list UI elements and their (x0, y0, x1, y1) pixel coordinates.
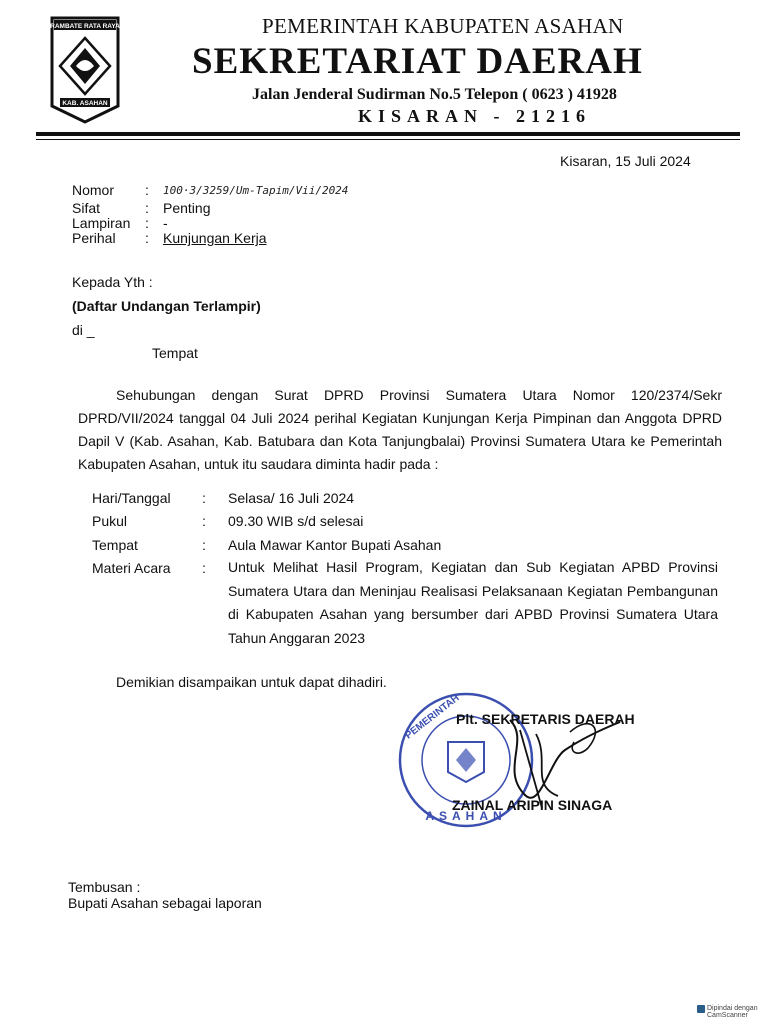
tempat-label: Tempat (92, 537, 138, 553)
sifat-colon: : (145, 200, 149, 216)
kabupaten-asahan-logo (48, 14, 122, 126)
camscanner-icon (697, 1005, 705, 1013)
svg-text:PEMERINTAH: PEMERINTAH (403, 692, 462, 742)
closing-sentence: Demikian disampaikan untuk dapat dihadiri. (116, 674, 387, 690)
signatory-name: ZAINAL ARIPIN SINAGA (452, 797, 613, 813)
svg-text:ASAHAN: ASAHAN (425, 809, 507, 823)
sifat-label: Sifat (72, 200, 101, 216)
nomor-label: Nomor (72, 182, 115, 198)
hari-tanggal-colon: : (202, 490, 206, 506)
tempat-colon: : (202, 537, 206, 553)
materi-acara-value: Untuk Melihat Hasil Program, Kegiatan dan Sub Kegiatan APBD Provinsi Sumatera Utara dan Meninjau Realisasi Pelaksanaan Kegiatan Pembangunan di Kabupaten Asahan yang bersumber dari APBD Provinsi Sumatera Utara Tahun Anggaran 2023 (228, 559, 718, 646)
pukul-value: 09.30 WIB s/d selesai (228, 513, 364, 529)
tempat-value: Aula Mawar Kantor Bupati Asahan (228, 537, 442, 553)
perihal-label: Perihal (72, 230, 116, 246)
letter-date: Kisaran, 15 Juli 2024 (560, 153, 691, 169)
body-paragraph-text: Sehubungan dengan Surat DPRD Provinsi Sumatera Utara Nomor 120/2374/Sekr DPRD/VII/2024 tanggal 04 Juli 2024 perihal Kegiatan Kunjungan Kerja Pimpinan dan Anggota DPRD Dapil V (Kab. Asahan, Kab. Batubara dan Kota Tanjungbalai) Provinsi Sumatera Utara ke Pemerintah Kabupaten Asahan, untuk itu saudara diminta hadir pada : (78, 387, 722, 472)
kop-city-postal: KISARAN - 21216 (358, 106, 592, 126)
signatory-title: Plt. SEKRETARIS DAERAH (456, 711, 635, 727)
letterhead-divider-thin (36, 139, 740, 140)
kop-government: PEMERINTAH KABUPATEN ASAHAN (262, 14, 624, 38)
nomor-value: 100·3/3259/Um-Tapim/Vii/2024 (163, 184, 349, 197)
daftar-undangan: (Daftar Undangan Terlampir) (72, 298, 261, 314)
tembusan-label: Tembusan : (68, 879, 141, 895)
tembusan-item: Bupati Asahan sebagai laporan (68, 895, 262, 911)
pukul-label: Pukul (92, 513, 128, 529)
logo-motto: RAMBATE RATA RAYA (50, 23, 120, 30)
recipient-di: di _ (72, 322, 95, 338)
sifat-value: Penting (163, 200, 211, 216)
materi-acara-label: Materi Acara (92, 560, 171, 576)
scanner-watermark: Dipindai dengan CamScanner (707, 1005, 758, 1019)
nomor-colon: : (145, 182, 149, 198)
materi-acara-colon: : (202, 560, 206, 576)
lampiran-value: - (163, 215, 168, 231)
kop-address: Jalan Jenderal Sudirman No.5 Telepon ( 0623 ) 41928 (252, 86, 617, 103)
recipient-tempat: Tempat (152, 345, 198, 361)
hari-tanggal-label: Hari/Tanggal (92, 490, 171, 506)
pukul-colon: : (202, 513, 206, 529)
kepada-yth: Kepada Yth : (72, 274, 153, 290)
perihal-value: Kunjungan Kerja (163, 230, 267, 246)
logo-region: KAB. ASAHAN (62, 100, 108, 107)
lampiran-colon: : (145, 215, 149, 231)
perihal-colon: : (145, 230, 149, 246)
hari-tanggal-value: Selasa/ 16 Juli 2024 (228, 490, 355, 506)
lampiran-label: Lampiran (72, 215, 131, 231)
kop-office: SEKRETARIAT DAERAH (192, 41, 643, 82)
letterhead-divider-thick (36, 132, 740, 136)
body-paragraph (78, 384, 722, 476)
